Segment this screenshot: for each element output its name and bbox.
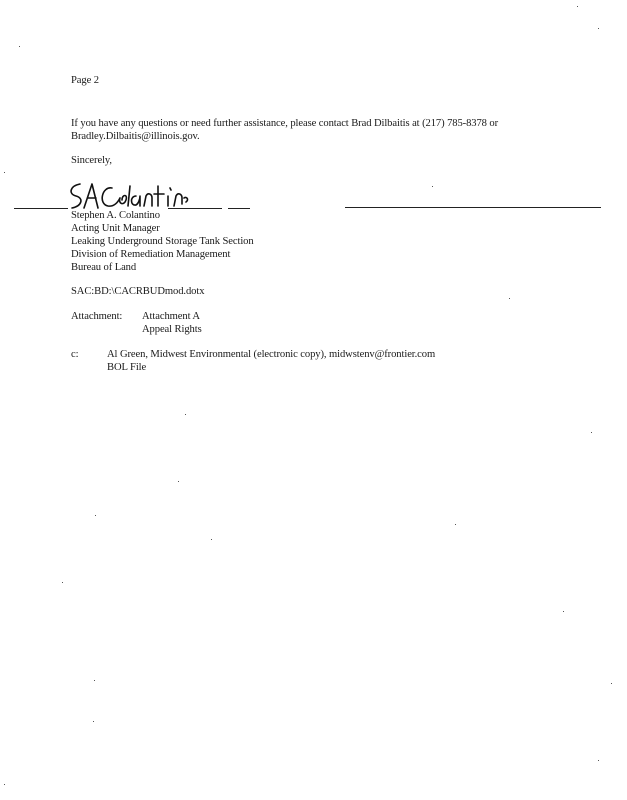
page-number: Page 2 — [71, 75, 99, 86]
signer-division: Division of Remediation Management — [71, 249, 231, 260]
scan-speck — [598, 28, 599, 29]
scan-speck — [598, 760, 599, 761]
signature-image — [66, 178, 190, 212]
signer-name: Stephen A. Colantino — [71, 210, 160, 221]
signer-bureau: Bureau of Land — [71, 262, 137, 273]
scan-rule-right — [345, 207, 601, 208]
attachment-item: Attachment A — [142, 311, 200, 322]
cc-item: BOL File — [107, 362, 147, 373]
scan-speck — [432, 186, 433, 187]
scan-speck — [611, 683, 612, 684]
cc-item: Al Green, Midwest Environmental (electronic copy), midwstenv@frontier.com — [107, 349, 436, 360]
scan-speck — [563, 611, 564, 612]
scan-rule-left — [14, 208, 68, 209]
scan-speck — [211, 539, 212, 540]
scan-speck — [62, 582, 63, 583]
scan-speck — [178, 481, 179, 482]
scan-speck — [591, 432, 592, 433]
closing: Sincerely, — [71, 155, 112, 166]
scan-speck — [455, 524, 456, 525]
scan-rule-segment — [228, 208, 250, 209]
scan-speck — [93, 721, 94, 722]
signer-section: Leaking Underground Storage Tank Section — [71, 236, 254, 247]
signature-line — [168, 208, 222, 209]
signer-title: Acting Unit Manager — [71, 223, 160, 234]
cc-label: c: — [71, 349, 79, 360]
scan-speck — [4, 172, 5, 173]
scan-speck — [95, 515, 96, 516]
scan-speck — [94, 680, 95, 681]
scan-speck — [19, 46, 20, 47]
scan-speck — [4, 784, 5, 785]
scan-speck — [509, 298, 510, 299]
reference-code: SAC:BD:\CACRBUDmod.dotx — [71, 286, 205, 297]
attachment-label: Attachment: — [71, 311, 123, 322]
contact-line-2: Bradley.Dilbaitis@illinois.gov. — [71, 131, 200, 142]
scan-speck — [577, 6, 578, 7]
contact-line-1: If you have any questions or need further assistance, please contact Brad Dilbaitis at (217) 785-8378 or — [71, 118, 499, 129]
attachment-item: Appeal Rights — [142, 324, 202, 335]
scan-speck — [185, 414, 186, 415]
